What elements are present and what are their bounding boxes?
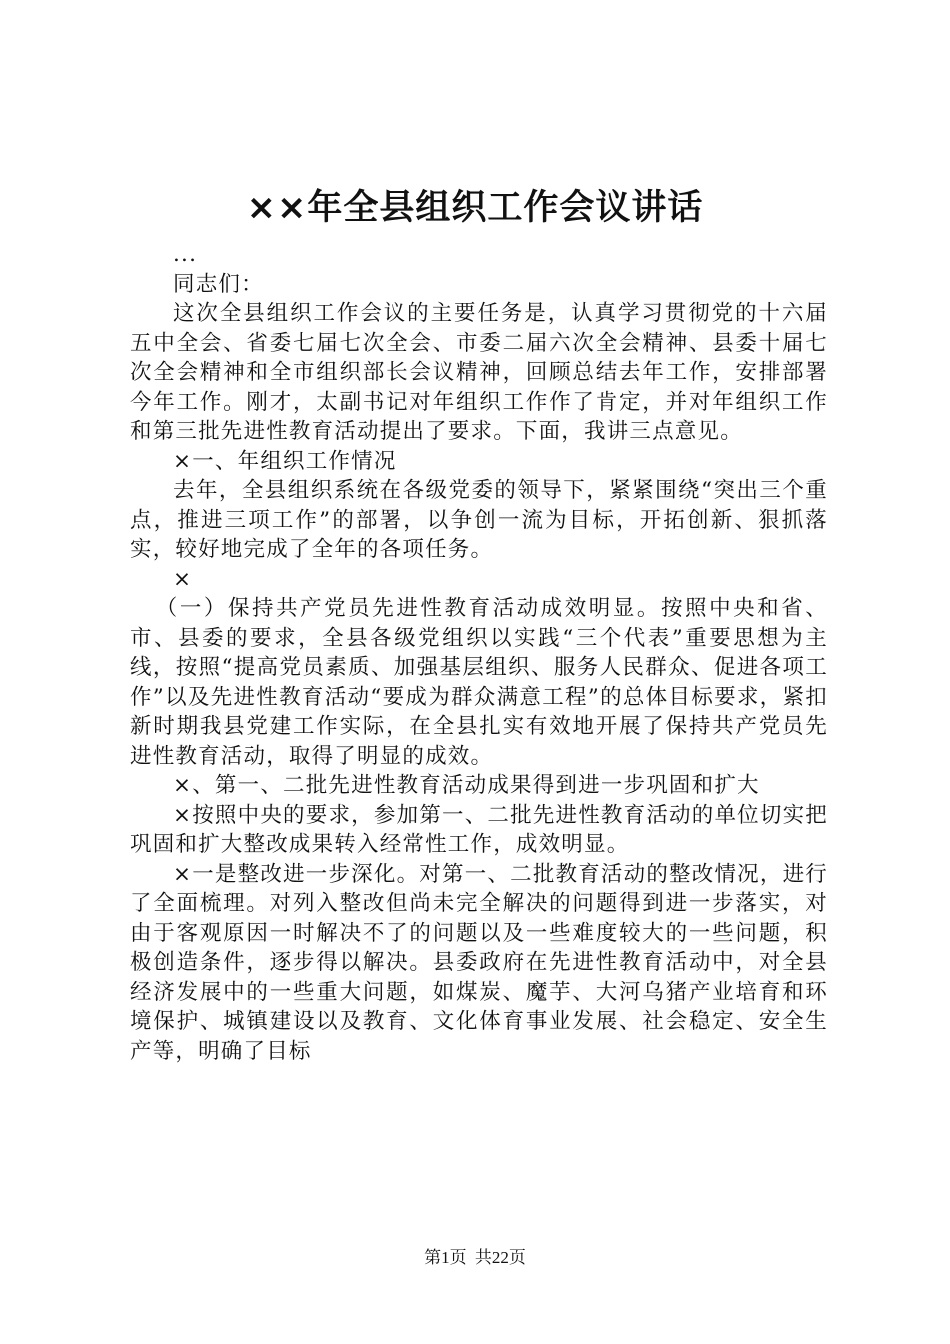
body-paragraph: （一）保持共产党员先进性教育活动成效明显。按照中央和省、市、县委的要求，全县各级党组织以实践“三个代表”重要思想为主线，按照“提高党员素质、加强基层组织、服务人民群众、促进各项工作”以及先进性教育活动“要成为群众满意工程”的总体目标要求，紧扣新时期我县党建工作实际，在全县扎实有效地开展了保持共产党员先进性教育活动，取得了明显的成效。 bbox=[130, 596, 828, 769]
body-paragraph: × bbox=[173, 566, 193, 592]
salutation: 同志们： bbox=[173, 271, 264, 297]
document-title: ××年全县组织工作会议讲话 bbox=[246, 188, 704, 228]
section-heading: ×一、年组织工作情况 bbox=[173, 448, 397, 474]
body-paragraph: 去年，全县组织系统在各级党委的领导下，紧紧围绕“突出三个重点，推进三项工作”的部署，以争创一流为目标，开拓创新、狠抓落实，较好地完成了全年的各项任务。 bbox=[130, 478, 828, 562]
page-footer bbox=[0, 1247, 950, 1269]
ellipsis-line: ... bbox=[173, 242, 198, 267]
body-paragraph: ×按照中央的要求，参加第一、二批先进性教育活动的单位切实把巩固和扩大整改成果转入经常性工作，成效明显。 bbox=[130, 802, 828, 857]
page-number: 第1页 bbox=[424, 1248, 467, 1267]
body-paragraph: 这次全县组织工作会议的主要任务是，认真学习贯彻党的十六届五中全会、省委七届七次全会、市委二届六次全会精神、县委十届七次全会精神和全市组织部长会议精神，回顾总结去年工作，安排部署今年工作。刚才，太副书记对年组织工作作了肯定，并对年组织工作和第三批先进性教育活动提出了要求。下面，我讲三点意见。 bbox=[130, 301, 828, 444]
body-paragraph: ×一是整改进一步深化。对第一、二批教育活动的整改情况，进行了全面梳理。对列入整改但尚未完全解决的问题得到进一步落实，对由于客观原因一时解决不了的问题以及一些难度较大的一些问题，积极创造条件，逐步得以解决。县委政府在先进性教育活动中，对全县经济发展中的一些重大问题，如煤炭、魔芋、大河乌猪产业培育和环境保护、城镇建设以及教育、文化体育事业发展、社会稳定、安全生产等，明确了目标 bbox=[130, 861, 828, 1064]
subsection-heading: ×、第一、二批先进性教育活动成果得到进一步巩固和扩大 bbox=[173, 773, 760, 798]
page-total: 共22页 bbox=[474, 1248, 526, 1267]
document-body bbox=[130, 240, 828, 1066]
